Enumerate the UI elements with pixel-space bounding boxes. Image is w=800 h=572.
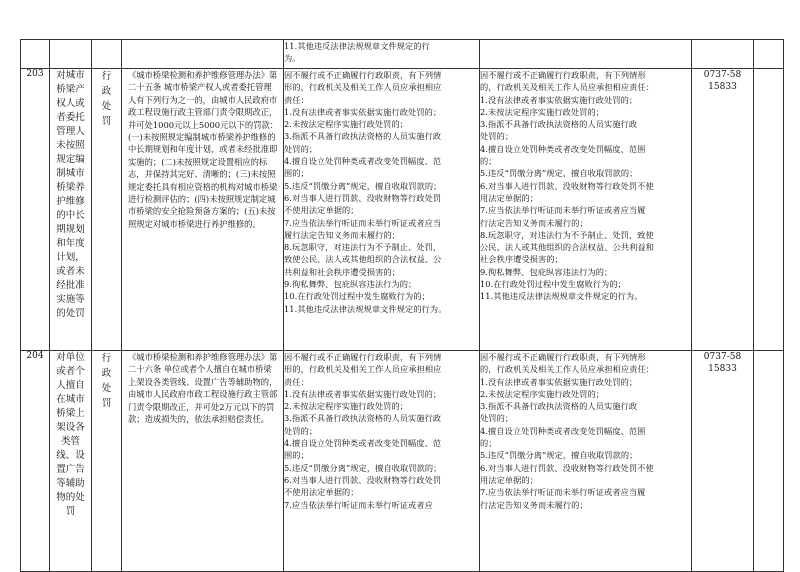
cell-note [754,40,784,69]
liability-line: 6.对当事人进行罚款、没收财物等行政处罚不使 [480,180,654,191]
cell-note [754,69,784,351]
cell-number: 204 [21,351,50,572]
liability-line: 6.对当事人进行罚款、没收财物等行政处罚不使 [480,462,654,473]
liability-line: 形的，行政机关及相关工作人员应承担相应 [284,82,442,93]
liability-line: 8.玩忽职守，对违法行为不予制止、处罚， [284,242,442,253]
liability-line: 围的； [284,450,309,461]
liability-table [20,39,784,572]
liability-line: 为。 [284,53,301,64]
liability-line: 履行法定告知义务而未履行的； [284,229,401,240]
item-name-text: 对单位或者个人擅自在城市桥梁上架设各类管线、设置广告等辅助物的处罚 [56,352,85,517]
cell-item-name [50,40,92,69]
cell-staff-liability [480,40,692,69]
liability-line: 共利益和社会秩序遭受损害的； [284,266,401,277]
liability-line: 用法定单据的； [480,474,539,485]
cell-phone [692,69,754,351]
category-text: 行政处罚 [101,71,112,127]
liability-line: 11.其他违反法律法规规章文件规定的行为。 [480,291,643,302]
liability-line: 4.擅自设立处罚种类或者改变处罚幅度、范围 [480,143,646,154]
liability-line: 用法定单据的； [480,192,539,203]
liability-line: 6.对当事人进行罚款、没收财物等行政处罚 [284,474,442,485]
table-row [21,69,784,351]
liability-line: 的； [480,438,497,449]
cell-phone [692,351,754,572]
liability-line: 责任： [284,376,309,387]
liability-line: 不使用法定单据的； [284,205,359,216]
liability-line: 7.应当依法举行听证而未举行听证或者应 [284,499,433,510]
liability-line: 因不履行或不正确履行行政职责，有下列情 [284,70,442,80]
liability-line: 3.指派不具备行政执法资格的人员实施行政 [480,401,638,412]
liability-line: 围的； [284,168,309,179]
cell-staff-liability [480,351,692,572]
liability-line: 11.其他违反法律法规规章文件规定的行 [284,41,430,51]
liability-line: 3.指派不具备行政执法资格的人员实施行政 [284,131,442,142]
liability-line: 2.未按法定程序实施行政处罚的； [480,106,605,117]
phone-line: 0737-58 [703,352,742,362]
liability-line: 5.违反“罚缴分离”规定，擅自收取罚款的； [480,168,638,179]
cell-basis [122,69,284,351]
liability-line: 致使公民、法人或其他组织的合法权益、公 [284,254,442,265]
cell-basis [122,351,284,572]
cell-org-liability [284,40,480,69]
liability-line: 7.应当依法举行听证而未举行听证或者应当 [284,217,442,228]
cell-item-name [50,351,92,572]
phone-line: 15833 [708,82,737,92]
liability-line: 处罚的； [284,425,318,436]
phone-line: 0737-58 [703,70,742,80]
liability-line: 4.擅自设立处罚种类或者改变处罚幅度、范 [284,156,442,167]
cell-item-name [50,69,92,351]
liability-line: 的，行政机关及相关工作人员应承担相应责任： [480,82,655,93]
liability-line: 1.没有法律或者事实依据实施行政处罚的； [480,94,638,105]
basis-text: 《城市桥梁检测和养护维修管理办法》第二十五条 城市桥梁产权人或者委托管理人有下列行为之一的，由城市人民政府市政工程设施行政主管部门责令限期改正，并可处1000元以上5000元以下的罚款：(一)未按照规定编制城市桥梁养护维修的中长期规划和年度计划，或者未经批准即实施的；(二)未按照规定设置相应的标志，并保持其完好、清晰的；(三)未按照规定委托具有相应资格的机构对城市桥梁进行检测评估的；(四)未按照规定制定城市桥梁的安全抢险预备方案的；(五)未按照规定对城市桥梁进行养护维修的。 [128,70,279,229]
table-row [21,351,784,572]
cell-number: 203 [21,69,50,351]
liability-line: 责任： [284,94,309,105]
liability-line: 1.没有法律或者事实依据实施行政处罚的； [284,106,442,117]
liability-line: 5.违反“罚缴分离”规定，擅自收取罚款的； [284,180,442,191]
liability-line: 因不履行或不正确履行行政职责，有下列情形 [480,70,646,80]
liability-line: 9.徇私舞弊、包庇纵容违法行为的； [284,279,417,290]
liability-line: 1.没有法律或者事实依据实施行政处罚的； [480,376,638,387]
category-text: 行政处罚 [101,353,112,409]
liability-line: 10.在行政处罚过程中发生腐败行为的； [480,279,626,290]
liability-line: 7.应当依法举行听证而未举行听证或者应当履 [480,205,646,216]
liability-line: 的； [480,156,497,167]
cell-basis [122,40,284,69]
cell-org-liability [284,351,480,572]
liability-line: 行法定告知义务而未履行的； [480,499,588,510]
phone-line: 15833 [708,364,737,374]
liability-line: 处罚的； [480,413,514,424]
liability-line: 行法定告知义务而未履行的； [480,217,588,228]
cell-phone [692,40,754,69]
basis-text: 《城市桥梁检测和养护维修管理办法》第二十六条 单位或者个人擅自在城市桥梁上架设各类管线、设置广告等辅助物的，由城市人民政府市政工程设施行政主管部门责令限期改正，并可处2万元以下的罚款；造成损失的，依法承担赔偿责任。 [128,352,278,425]
liability-line: 2.未按法定程序实施行政处罚的； [284,119,409,130]
cell-number [21,40,50,69]
liability-line: 5.违反“罚缴分离”规定，擅自收取罚款的； [284,462,442,473]
cell-org-liability [284,69,480,351]
liability-line: 11.其他违反法律法规规章文件规定的行为。 [284,303,447,314]
table-row-continued [21,40,784,69]
cell-category [92,40,122,69]
cell-category [92,69,122,351]
liability-line: 1.没有法律或者事实依据实施行政处罚的； [284,388,442,399]
liability-line: 4.擅自设立处罚种类或者改变处罚幅度、范 [284,438,442,449]
liability-line: 处罚的； [284,143,318,154]
cell-note [754,351,784,572]
liability-line: 不使用法定单据的； [284,487,359,498]
liability-line: 2.未按法定程序实施行政处罚的； [284,401,409,412]
liability-line: 处罚的； [480,131,514,142]
liability-line: 9.徇私舞弊、包庇纵容违法行为的； [480,266,613,277]
liability-line: 3.指派不具备行政执法资格的人员实施行政 [480,119,638,130]
item-name-text: 对城市桥梁产权人或者委托管理人未按照规定编制城市桥梁养护维修的中长期规划和年度计划，或者未经批准实施等的处罚 [56,70,85,319]
liability-line: 形的，行政机关及相关工作人员应承担相应 [284,364,442,375]
liability-line: 7.应当依法举行听证而未举行听证或者应当履 [480,487,646,498]
liability-line: 公民、法人或其他组织的合法权益、公共利益和 [480,242,655,253]
liability-line: 6.对当事人进行罚款、没收财物等行政处罚 [284,192,442,203]
liability-line: 2.未按法定程序实施行政处罚的； [480,388,605,399]
liability-line: 5.违反“罚缴分离”规定，擅自收取罚款的； [480,450,638,461]
liability-line: 因不履行或不正确履行行政职责，有下列情形 [480,352,646,362]
liability-line: 的，行政机关及相关工作人员应承担相应责任： [480,364,655,375]
liability-line: 10.在行政处罚过程中发生腐败行为的； [284,291,430,302]
liability-line: 4.擅自设立处罚种类或者改变处罚幅度、范围 [480,425,646,436]
cell-category [92,351,122,572]
cell-staff-liability [480,69,692,351]
liability-line: 社会秩序遭受损害的； [480,254,563,265]
liability-line: 3.指派不具备行政执法资格的人员实施行政 [284,413,442,424]
liability-line: 8.玩忽职守，对违法行为不予制止、处罚，致使 [480,229,654,240]
liability-line: 因不履行或不正确履行行政职责，有下列情 [284,352,442,362]
